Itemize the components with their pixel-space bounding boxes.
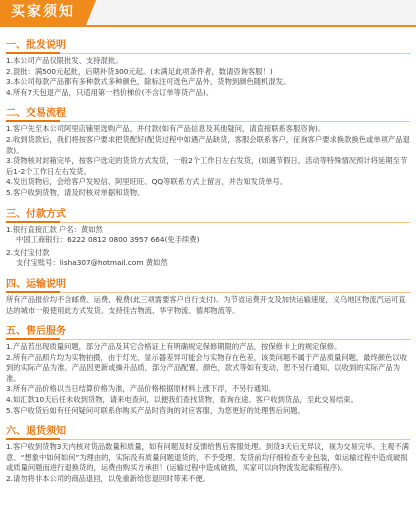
payment-line-1: 1.银行直接汇款 户名：黄如然 <box>6 224 103 234</box>
banner-title: 买家须知 <box>0 0 86 25</box>
section-header <box>6 272 410 293</box>
after-sales-line-5: 5.客户收货后如有任何疑问可联系你购买产品时咨询的对应客服，为您更好的处理售后问题。 <box>6 405 305 415</box>
after-sales-line-3: 3.所有产品价格以当日结算价格为准，产品价格根据原材料上涨下浮，不另行通知。 <box>6 384 276 394</box>
section-shipping <box>6 272 410 316</box>
trade-line-5: 5.客户收到货物，请及时核对单据和货物。 <box>6 187 145 197</box>
batch-line-3: 3.本公司每款产品都有多种款式多种颜色，除标注可选色产品外，货物到颜色随机混发。 <box>6 77 291 87</box>
payment-bank-account: 中国工商银行：6222 0812 0800 3957 664(免手续费) <box>16 235 200 245</box>
trade-line-2: 2.收到货款后，我们将按客户要求把货配好(配货过程中如遇产品缺货，客服会联系客户，征询客户要求换款换色或单项产品退款)。 <box>6 134 410 155</box>
section-title: 六、退货须知 <box>6 426 66 438</box>
after-sales-line-4: 4.如汇款10天后任未收到货物，请来电查问，以便我们查找货物，查询在途。客户收到货品，至此交易结束。 <box>6 395 358 405</box>
trade-line-1: 1.客户先至本公司阿里店铺里选购产品，并付款(如有产品信息及其他疑问，请直接联系客服咨询)。 <box>6 124 326 134</box>
notice-content <box>0 27 416 485</box>
section-returns <box>6 419 410 484</box>
after-sales-line-2: 2.所有产品照片均为实物拍摄，由于灯光、显示器差异可能会与实物存在色差，该类问题不属于产品质量问题，最终颜色以收到的实际产品为准。产品因更新或操升品质，部分产品配置，颜色，款式等如有变动，恕不另行通知，以收到的实际产品为准。 <box>6 352 407 383</box>
section-title: 二、交易流程 <box>6 108 66 120</box>
batch-line-1: 1.本公司产品仅限批发、支持混批。 <box>6 56 123 65</box>
section-header <box>6 101 410 122</box>
shipping-line-1: 所有产品报价均不含邮费、运费、税费(此三项需要客户自行支付)。为节省运费开支及加快运输速度，义乌地区物流汽运可直达的城市一般使用此方式发货。支持佳吉物流、华宇物流、德邦物流等。 <box>6 294 406 315</box>
batch-line-2: 2.混批：满500元起批，后期补货300元起。(未满足此项条件者，数请咨询客服！) <box>6 66 273 76</box>
section-payment <box>6 202 410 269</box>
payment-line-2: 2.支付宝付款 <box>6 247 50 257</box>
trade-line-3: 3.货物核对封箱完毕，按客户选定的货货方式发货，一般2个工作日左右发货，(如遇节假日，活动等特殊情况预计将延期至节后1-2个工作日左右发货。 <box>6 156 408 176</box>
batch-line-4: 4.所有7天包退产品，只适用第一档价梯价(不含订单等货产品)。 <box>6 87 214 97</box>
section-header <box>6 319 410 340</box>
payment-alipay-account: 支付宝账号：lisha307@hotmail.com 黄如然 <box>16 258 168 268</box>
section-trade <box>6 101 410 198</box>
section-batch <box>6 33 410 98</box>
section-title: 三、付款方式 <box>6 208 66 220</box>
banner <box>0 0 416 27</box>
trade-line-4: 4.发出货物后，会给客户发短信、阿里旺旺、QQ等联系方式上留言，并告知发货单号。 <box>6 177 288 187</box>
section-title: 五、售后服务 <box>6 326 66 338</box>
section-title: 一、批发说明 <box>6 40 66 51</box>
section-header <box>6 33 410 54</box>
section-after-sales <box>6 319 410 416</box>
returns-line-1: 1.客户收到货物3天内核对货品数量和质量，如有问题及时反馈给售后客服处理。到货3天后无异议，视为交易完毕。主观不满意、“想象中如何如何”为理由的，实际没有质量问题退货的，不予受理。发货前均仔细检查专业包装，如运输过程中造成破损或质量问题而进行退换货的，运费由购买方承担！(运输过程中造成破损，买家可以向物流发起索赔程序)。 <box>6 442 409 473</box>
returns-line-2: 2.请勿将非本公司的商品退回，以免重新给您退回时带来不便。 <box>6 474 210 484</box>
section-title: 四、运输说明 <box>6 278 66 290</box>
after-sales-line-1: 1.产品若出现质量问题，部分产品及其它合格证上有明确规定保修期限的产品，按保修卡上的规定保修。 <box>6 342 342 352</box>
section-header <box>6 419 410 440</box>
section-header <box>6 202 410 223</box>
